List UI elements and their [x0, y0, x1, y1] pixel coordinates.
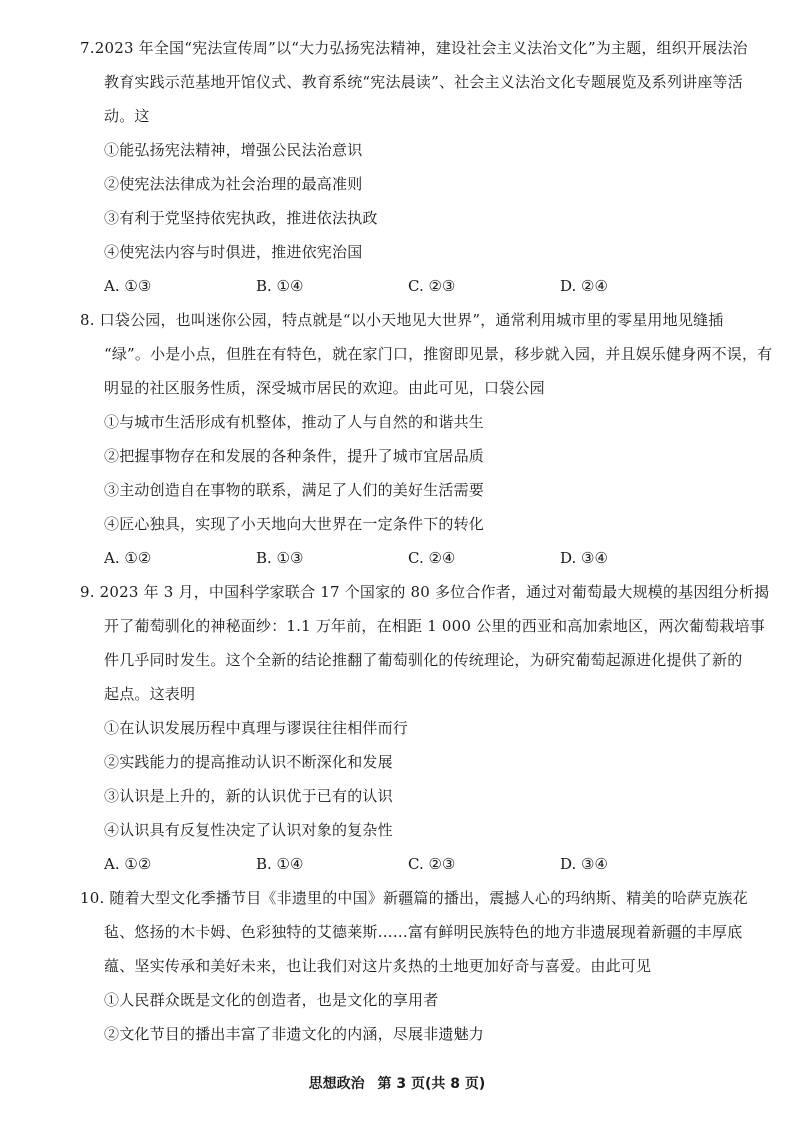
question-8-stem-line-2: “绿”。小是小点，但胜在有特色，就在家门口，推窗即见景，移步就入园，并且娱乐健身两不误，有 — [104, 345, 773, 363]
question-7-option-1: ①能弘扬宪法精神，增强公民法治意识 — [104, 141, 363, 159]
question-8-option-3: ③主动创造自在事物的联系，满足了人们的美好生活需要 — [104, 481, 485, 499]
question-9-stem-line-2: 开了葡萄驯化的神秘面纱：1.1 万年前，在相距 1 000 公里的西亚和高加索地区，两次葡萄栽培事 — [104, 617, 765, 635]
choice-a: A. ①② — [104, 549, 152, 567]
footer-page-number: 第 3 页(共 8 页) — [377, 1076, 486, 1092]
question-9-option-1: ①在认识发展历程中真理与谬误往往相伴而行 — [104, 719, 409, 737]
choice-c: C. ②③ — [408, 855, 456, 873]
choice-d: D. ②④ — [560, 277, 608, 295]
choice-b: B. ①④ — [256, 855, 304, 873]
choice-b: B. ①④ — [256, 277, 304, 295]
choice-d: D. ③④ — [560, 855, 608, 873]
question-7-stem-line-3: 动。这 — [104, 107, 150, 125]
question-8-option-2: ②把握事物存在和发展的各种条件，提升了城市宜居品质 — [104, 447, 485, 465]
choice-c: C. ②③ — [408, 277, 456, 295]
question-8-option-1: ①与城市生活形成有机整体，推动了人与自然的和谐共生 — [104, 413, 485, 431]
choice-b: B. ①③ — [256, 549, 304, 567]
question-7-option-4: ④使宪法内容与时俱进，推进依宪治国 — [104, 243, 363, 261]
question-8-stem-line-3: 明显的社区服务性质，深受城市居民的欢迎。由此可见，口袋公园 — [104, 379, 545, 397]
question-9-stem-line-1: 9. 2023 年 3 月，中国科学家联合 17 个国家的 80 多位合作者，通过对葡萄最大规模的基因组分析揭 — [80, 583, 770, 601]
question-9-stem-line-4: 起点。这表明 — [104, 685, 196, 703]
question-7-stem-line-1: 7.2023 年全国“宪法宣传周”以“大力弘扬宪法精神，建设社会主义法治文化”为主题，组织开展法治 — [80, 39, 748, 57]
question-10-stem-line-3: 蕴、坚实传承和美好未来，也让我们对这片炙热的土地更加好奇与喜爱。由此可见 — [104, 957, 652, 975]
choice-a: A. ①② — [104, 855, 152, 873]
question-10-stem-line-2: 毡、悠扬的木卡姆、色彩独特的艾德莱斯……富有鲜明民族特色的地方非遗展现着新疆的丰厚底 — [104, 923, 743, 941]
choice-a: A. ①③ — [104, 277, 152, 295]
question-10-option-1: ①人民群众既是文化的创造者，也是文化的享用者 — [104, 991, 439, 1009]
question-7-stem-line-2: 教育实践示范基地开馆仪式、教育系统“宪法晨读”、社会主义法治文化专题展览及系列讲座等活 — [104, 73, 743, 91]
question-7-option-2: ②使宪法法律成为社会治理的最高准则 — [104, 175, 363, 193]
question-8-choices — [104, 548, 664, 568]
question-9-option-2: ②实践能力的提高推动认识不断深化和发展 — [104, 753, 393, 771]
question-9-option-4: ④认识具有反复性决定了认识对象的复杂性 — [104, 821, 393, 839]
question-10-option-2: ②文化节目的播出丰富了非遗文化的内涵，尽展非遗魅力 — [104, 1025, 485, 1043]
question-7-option-3: ③有利于党坚持依宪执政，推进依法执政 — [104, 209, 378, 227]
choice-c: C. ②④ — [408, 549, 456, 567]
footer-subject: 思想政治 — [308, 1076, 365, 1092]
question-9-stem-line-3: 件几乎同时发生。这个全新的结论推翻了葡萄驯化的传统理论，为研究葡萄起源进化提供了新的 — [104, 651, 743, 669]
question-8-stem-line-1: 8. 口袋公园，也叫迷你公园，特点就是“以小天地见大世界”，通常利用城市里的零星用地见缝插 — [80, 311, 724, 329]
question-7-choices — [104, 276, 664, 296]
page-footer — [0, 1073, 794, 1093]
question-9-choices — [104, 854, 664, 874]
question-8-option-4: ④匠心独具，实现了小天地向大世界在一定条件下的转化 — [104, 515, 485, 533]
question-9-option-3: ③认识是上升的，新的认识优于已有的认识 — [104, 787, 393, 805]
choice-d: D. ③④ — [560, 549, 608, 567]
question-10-stem-line-1: 10. 随着大型文化季播节目《非遗里的中国》新疆篇的播出，震撼人心的玛纳斯、精美的哈萨克族花 — [80, 889, 748, 907]
